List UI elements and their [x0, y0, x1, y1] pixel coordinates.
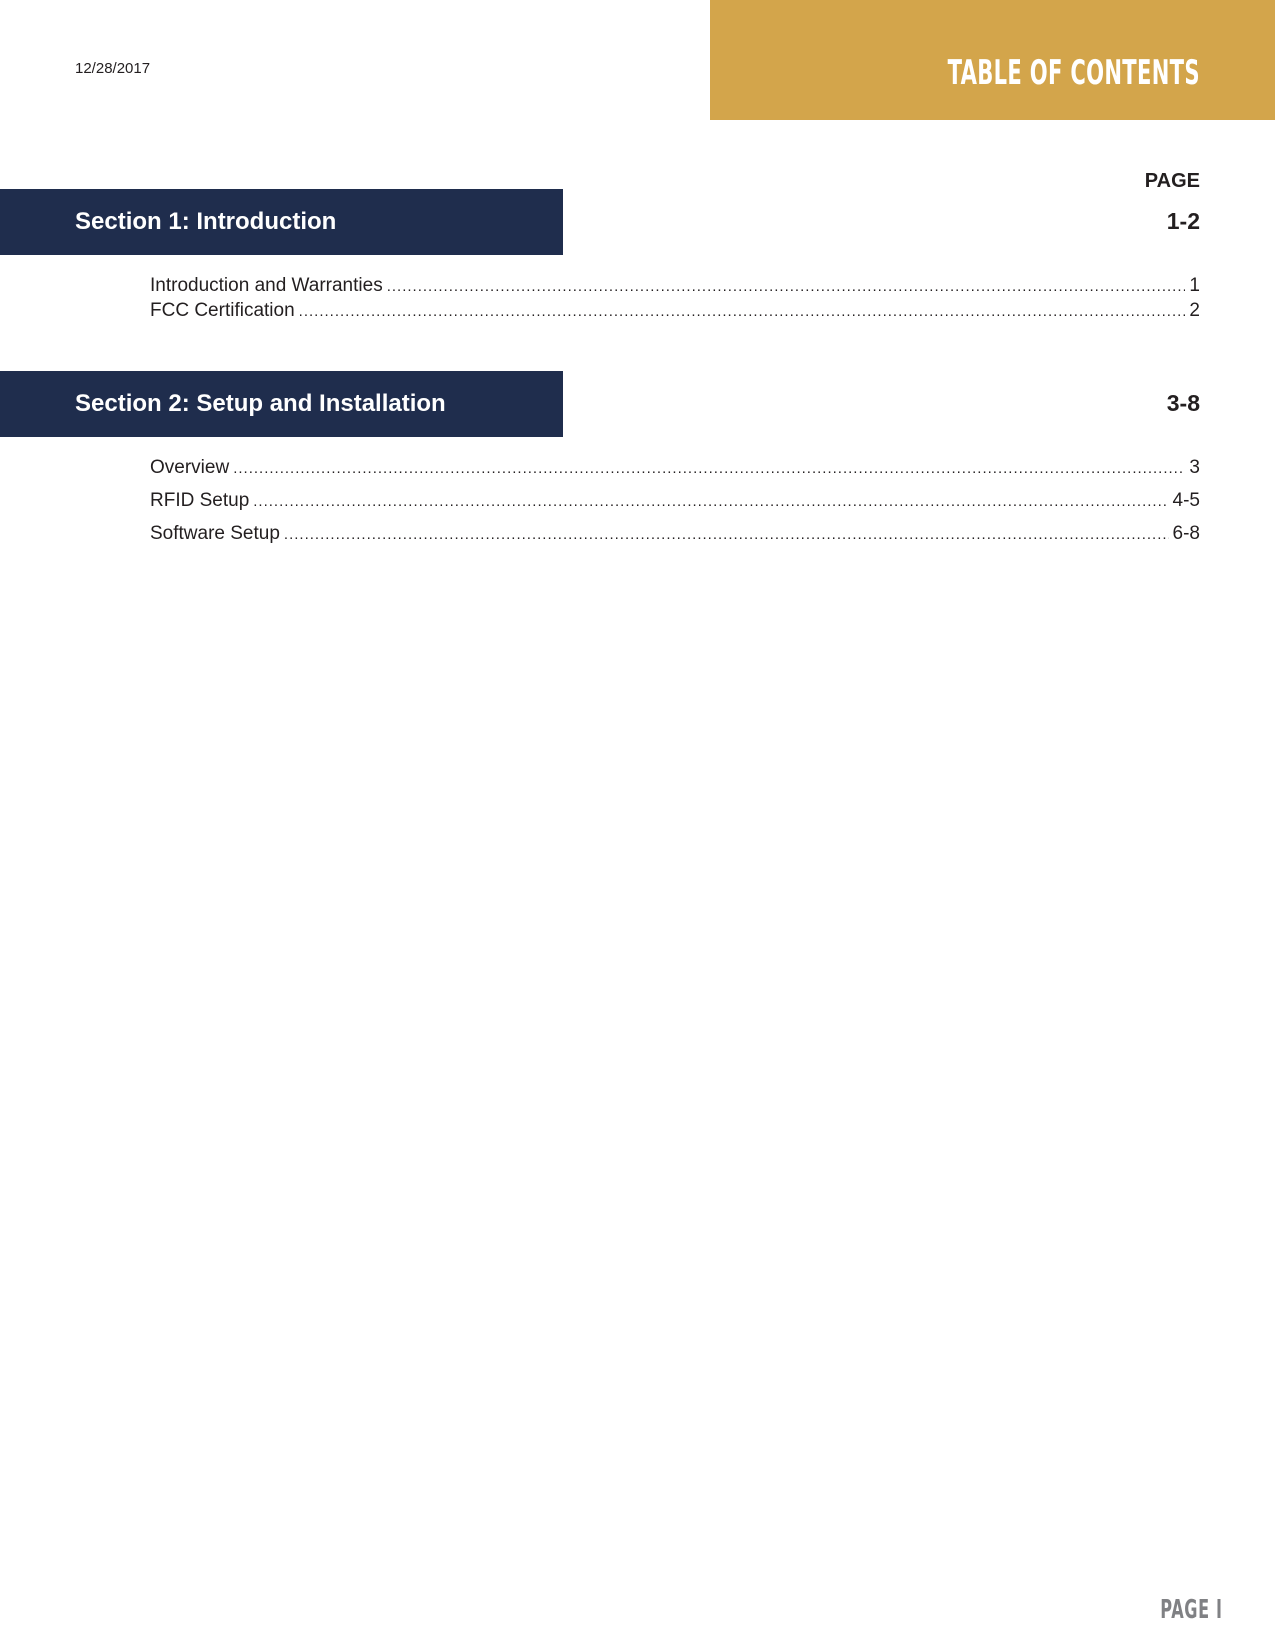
toc-entry-page: 4-5: [1172, 490, 1200, 511]
dot-leader: [253, 493, 1168, 510]
toc-entry-label: Introduction and Warranties: [150, 275, 383, 296]
toc-entry-page: 6-8: [1172, 523, 1200, 544]
dot-leader: [284, 526, 1169, 543]
section-2-header[interactable]: [0, 371, 563, 437]
dot-leader: [233, 460, 1185, 477]
toc-entry-rfid-setup[interactable]: [150, 490, 1200, 523]
section-1-entries: [150, 275, 1200, 325]
toc-entry-label: RFID Setup: [150, 490, 250, 511]
toc-entry-label: Overview: [150, 457, 230, 478]
toc-entry-page: 1: [1189, 275, 1200, 296]
section-2-page-range: 3-8: [1166, 390, 1200, 416]
page-title: TABLE OF CONTENTS: [947, 53, 1200, 93]
toc-entry-label: Software Setup: [150, 523, 280, 544]
dot-leader: [387, 278, 1186, 295]
footer-page-number: PAGE I: [1160, 1595, 1223, 1625]
section-2-entries: [150, 457, 1200, 556]
section-1-header[interactable]: [0, 189, 563, 255]
section-2-title: Section 2: Setup and Installation: [75, 390, 446, 417]
toc-entry-fcc-certification[interactable]: [150, 300, 1200, 325]
section-1-title: Section 1: Introduction: [75, 208, 337, 235]
document-date: 12/28/2017: [75, 60, 151, 77]
toc-entry-introduction-warranties[interactable]: [150, 275, 1200, 300]
section-1-page-range: 1-2: [1166, 208, 1200, 234]
toc-entry-page: 2: [1189, 300, 1200, 321]
title-banner: [710, 0, 1275, 120]
toc-entry-label: FCC Certification: [150, 300, 295, 321]
dot-leader: [299, 303, 1186, 320]
toc-entry-overview[interactable]: [150, 457, 1200, 490]
page-column-header: PAGE: [1144, 170, 1200, 192]
toc-entry-page: 3: [1189, 457, 1200, 478]
toc-entry-software-setup[interactable]: [150, 523, 1200, 556]
